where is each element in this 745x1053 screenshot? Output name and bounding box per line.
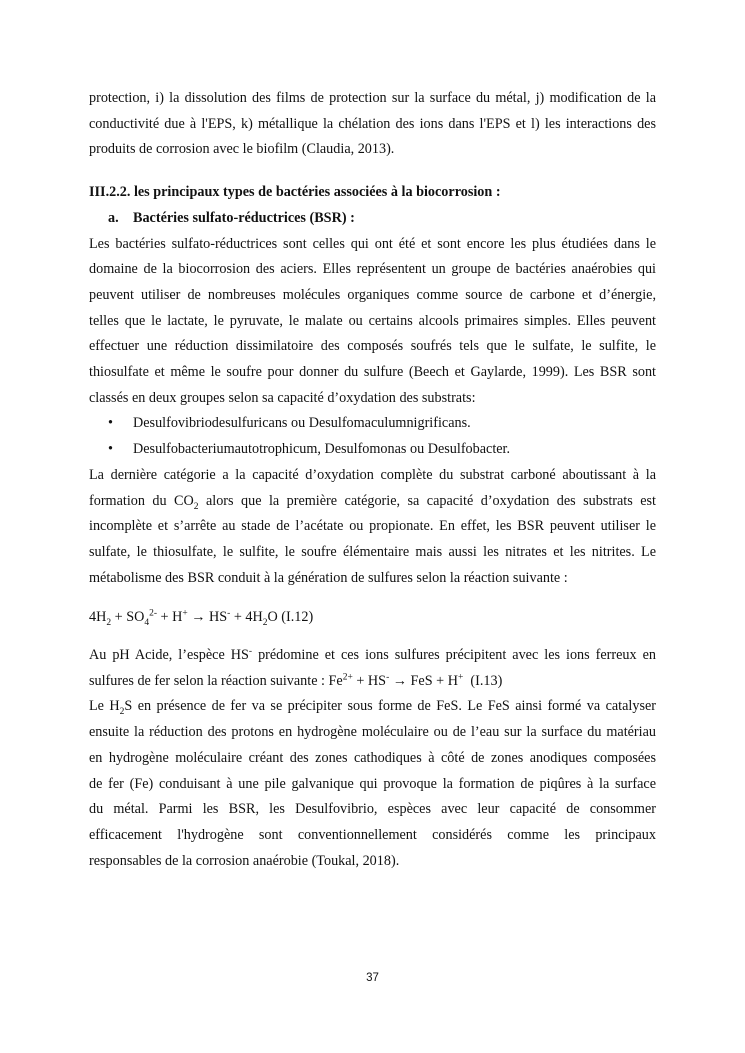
subscript: 2	[193, 501, 199, 512]
text-line: La dernière catégorie a la capacité d’oxydation complète du substrat carboné aboutissant à la	[89, 466, 656, 483]
text-line: incomplète et s’arrête au stade de l’acétate ou propionate. En effet, les BSR peuvent utiliser le	[89, 518, 656, 535]
subscript: 2	[119, 707, 125, 718]
text-span: alors que la première catégorie, sa capacité d’oxydation des substrats est	[198, 492, 656, 509]
subscript: 2	[262, 618, 268, 629]
text-span: prédomine et ces ions sulfures précipitent avec les ions ferreux en	[252, 647, 656, 664]
text-line: thiosulfate et même le soufre pour donner du sulfure (Beech et Gaylarde, 1999). Les BSR sont	[89, 364, 656, 381]
superscript: -	[227, 608, 231, 619]
subscript: 2	[106, 618, 112, 629]
text-span: Au pH Acide, l’espèce HS	[89, 647, 249, 664]
text-line: classés en deux groupes selon sa capacité d’oxydation des substrats:	[89, 389, 476, 406]
superscript: 2-	[149, 608, 157, 619]
text-line: efficacement l'hydrogène sont conventionnellement considérés comme les principaux	[89, 826, 656, 843]
text-line: telles que le lactate, le pyruvate, le malate ou certains alcools primaires simples. Elles peuvent	[89, 312, 656, 329]
text-span: S en présence de fer va se précipiter sous forme de FeS. Le FeS ainsi formé va catalyser	[124, 698, 656, 715]
text-span: Le H	[89, 698, 120, 715]
equation-part: + H	[157, 609, 183, 626]
superscript: +	[182, 608, 188, 619]
text-span: sulfures de fer selon la réaction suivante : Fe	[89, 672, 343, 689]
text-line: produits de corrosion avec le biofilm (Claudia, 2013).	[89, 141, 395, 158]
text-line: métabolisme des BSR conduit à la génération de sulfures selon la réaction suivante :	[89, 569, 568, 586]
text-line: ensuite la réduction des protons en hydrogène moléculaire ou de l’eau sur la surface du matériau	[89, 724, 656, 741]
subsection-title: Bactéries sulfato-réductrices (BSR) :	[133, 209, 355, 226]
page-number: 37	[366, 972, 379, 984]
subscript: 4	[144, 618, 150, 629]
fes-paragraph	[89, 694, 656, 874]
text-line	[89, 694, 656, 720]
superscript: -	[386, 672, 390, 683]
bsr-paragraph	[89, 232, 656, 412]
acid-ph-paragraph	[89, 643, 656, 694]
superscript: +	[457, 672, 464, 683]
text-line: conductivité due à l'EPS, k) métallique la chélation des ions dans l'EPS et l) les interactions des	[89, 115, 656, 132]
text-line: effectuer une réduction dissimilatoire des composés soufrés tels que le sulfate, le sulfite, le	[89, 338, 656, 355]
text-line	[89, 643, 656, 669]
text-span: formation du CO	[89, 492, 194, 509]
equation-part: 4H	[89, 609, 107, 626]
text-line: Les bactéries sulfato-réductrices sont celles qui ont été et sont encore les plus étudiées dans le	[89, 235, 656, 252]
list-item: • Desulfovibriodesulfuricans ou Desulfomaculumnigrificans.	[89, 411, 656, 437]
text-line: domaine de la biocorrosion des aciers. Elles représentent un groupe de bactéries anaérobies qui	[89, 261, 656, 278]
subsection-heading	[89, 206, 656, 232]
subsection-marker: a.	[108, 209, 119, 226]
text-line: peuvent utiliser de nombreuses molécules organiques comme source de carbone et d’énergie,	[89, 286, 656, 303]
equation-i12	[89, 605, 656, 631]
equation-part: + 4H	[230, 609, 263, 626]
superscript: -	[248, 646, 253, 657]
document-body	[89, 86, 656, 874]
list-item: • Desulfobacteriumautotrophicum, Desulfomonas ou Desulfobacter.	[89, 437, 656, 463]
text-line: protection, i) la dissolution des films de protection sur la surface du métal, j) modification de la	[89, 90, 656, 106]
text-line: du métal. Parmi les BSR, les Desulfovibrio, espèces avec leur capacité de consommer	[89, 801, 656, 818]
text-line	[89, 669, 656, 695]
equation-part: → HS	[187, 609, 228, 626]
text-line	[89, 489, 656, 515]
text-span: (I.13)	[463, 672, 503, 689]
bacteria-list	[89, 411, 656, 462]
equation-part: + SO	[111, 609, 145, 626]
text-line: de fer (Fe) conduisant à une pile galvanique qui provoque la formation de piqûres à la surface	[89, 775, 656, 792]
text-line: en hydrogène moléculaire créant des zones cathodiques à côté de zones anodiques composées	[89, 749, 656, 766]
superscript: 2+	[342, 672, 353, 683]
text-span: → FeS + H	[389, 672, 458, 689]
equation-part: O (I.12)	[267, 609, 314, 626]
intro-paragraph	[89, 86, 656, 163]
text-line: responsables de la corrosion anaérobie (Toukal, 2018).	[89, 852, 400, 869]
section-heading: III.2.2. les principaux types de bactéries associées à la biocorrosion :	[89, 184, 501, 201]
text-span: + HS	[352, 672, 387, 689]
oxidation-paragraph	[89, 463, 656, 592]
text-line: sulfate, le thiosulfate, le sulfite, le soufre élémentaire mais aussi les nitrates et les nitrites. Le	[89, 543, 656, 560]
